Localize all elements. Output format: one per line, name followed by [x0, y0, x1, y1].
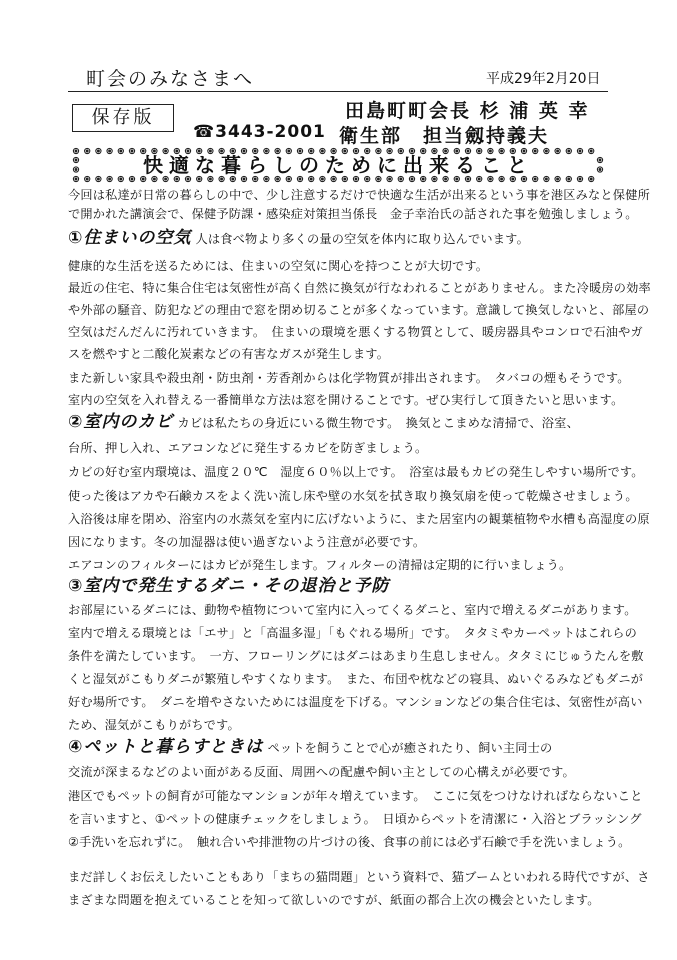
body-line: 因になります。冬の加湿器は使い過ぎないよう注意が必要です。 — [68, 535, 426, 549]
body-line: お部屋にいるダニには、動物や植物について室内に入ってくるダニと、室内で増えるダニがあります。 — [68, 603, 637, 617]
body-line: 港区でもペットの飼育が可能なマンションが年々増えています。 ここに気をつけなければならないこと — [68, 789, 643, 803]
title-banner — [68, 147, 608, 183]
save-edition-badge: 保存版 — [72, 104, 174, 132]
closing-line: まだ詳しくお伝えしたいこともあり「まちの猫問題」という資料で、猫ブームといわれる時代ですが、さ — [68, 870, 650, 884]
body-line: エアコンのフィルターにはカビが発生します。フィルターの清掃は定期的に行いましょう。 — [68, 558, 572, 572]
body-line: 条件を満たしています。 一方、フローリングにはダニはあまり生息しません。タタミにじゅうたんを敷 — [68, 649, 644, 663]
body-line: 使った後はアカや石鹸カスをよく洗い流し床や壁の水気を拭き取り換気扇を使って乾燥させましょう。 — [68, 489, 638, 503]
issue-date: 平成29年2月20日 — [486, 71, 601, 87]
section-title: ①住まいの空気 — [68, 228, 192, 248]
section-header — [68, 229, 616, 249]
body-line: 交流が深まるなどのよい面がある反面、周囲への配慮や飼い主としての心構えが必要です。 — [68, 765, 575, 779]
intro-line: 今回は私達が日常の暮らしの中で、少し注意するだけで快適な生活が出来るという事を港区みなと保健所 — [68, 188, 650, 202]
body-line: や外部の騒音、防犯などの理由で窓を閉め切ることが多くなっています。意識して換気しないと、部屋の — [68, 303, 650, 317]
body-line: ため、湿気がこもりがちです。 — [68, 718, 240, 732]
body-line: カビの好む室内環境は、温度２０℃ 湿度６０％以上です。 浴室は最もカビの発生しやすい場所です。 — [68, 465, 644, 479]
section-title: ②室内のカビ — [68, 412, 174, 432]
body-line: 室内で増える環境とは「エサ」と「高温多湿」「もぐれる場所」です。 タタミやカーペットはこれらの — [68, 626, 638, 640]
heading-underline — [68, 91, 608, 92]
body-line: 好む場所です。 ダニを増やさないためには温度を下げる。マンションなどの集合住宅は、気密性が高い — [68, 695, 643, 709]
body-line: また新しい家具や殺虫剤・防虫剤・芳香剤からは化学物質が排出されます。 タバコの煙もそうです。 — [68, 371, 630, 385]
body-line: 入浴後は扉を閉め、浴室内の水蒸気を室内に広げないように、また居室内の観葉植物や水槽も高湿度の原 — [68, 512, 650, 526]
section-lead: 人は食べ物より多くの量の空気を体内に取り込んでいます。 — [195, 232, 529, 246]
section-title: ④ペットと暮らすときは — [68, 737, 264, 757]
section-lead: ペットを飼うことで心が癒されたり、飼い主同士の — [267, 741, 553, 755]
body-line: 室内の空気を入れ替える一番簡単な方法は窓を開けることです。ぜひ実行して頂きたいと思います。 — [68, 393, 624, 407]
body-line: くと湿気がこもりダニが繁殖しやすくなります。 また、布団や枕などの寝具、ぬいぐるみなどもダニが — [68, 672, 644, 686]
section-lead: カビは私たちの身近にいる微生物です。 換気とこまめな清掃で、浴室、 — [177, 416, 579, 430]
page-title: 快適な暮らしのために出来ること — [143, 153, 533, 177]
section-title: ③室内で発生するダニ・その退治と予防 — [68, 576, 390, 596]
body-line: 健康的な生活を送るためには、住まいの空気に関心を持つことが大切です。 — [68, 259, 489, 273]
section-header — [68, 738, 616, 758]
chairman-signature: 田島町町会長 杉 浦 英 幸 — [345, 100, 590, 122]
notice-heading: 町会のみなさまへ — [86, 68, 255, 90]
body-line: スを燃やすと二酸化炭素などの有害なガスが発生します。 — [68, 347, 390, 361]
section-header — [68, 413, 616, 433]
closing-line: まざまな問題を抱えていることを知って欲しいのですが、紙面の都合上次の機会といたします。 — [68, 893, 600, 907]
body-line: 最近の住宅、特に集合住宅は気密性が高く自然に換気が行なわれることがありません。また冷暖房の効率 — [68, 281, 651, 295]
health-dept-signature: 衛生部 担当劔持義夫 — [339, 125, 550, 147]
phone-number: ☎3443-2001 — [193, 122, 326, 142]
body-line: 空気はだんだんに汚れていきます。 住まいの環境を悪くする物質として、暖房器具やコンロで石油やガ — [68, 325, 643, 339]
section-header — [68, 577, 616, 597]
intro-line: で開かれた講演会で、保健予防課・感染症対策担当係長 金子幸治氏の話された事を勉強しましょう。 — [68, 207, 638, 221]
body-line: ②手洗いを忘れずに。 触れ合いや排泄物の片づけの後、食事の前には必ず石鹸で手を洗いましょう。 — [68, 835, 631, 849]
body-line: 台所、押し入れ、エアコンなどに発生するカビを防ぎましょう。 — [68, 441, 428, 455]
body-line: を言いますと、①ペットの健康チェックをしましょう。 日頃からペットを清潔に・入浴とブラッシング — [68, 812, 642, 826]
